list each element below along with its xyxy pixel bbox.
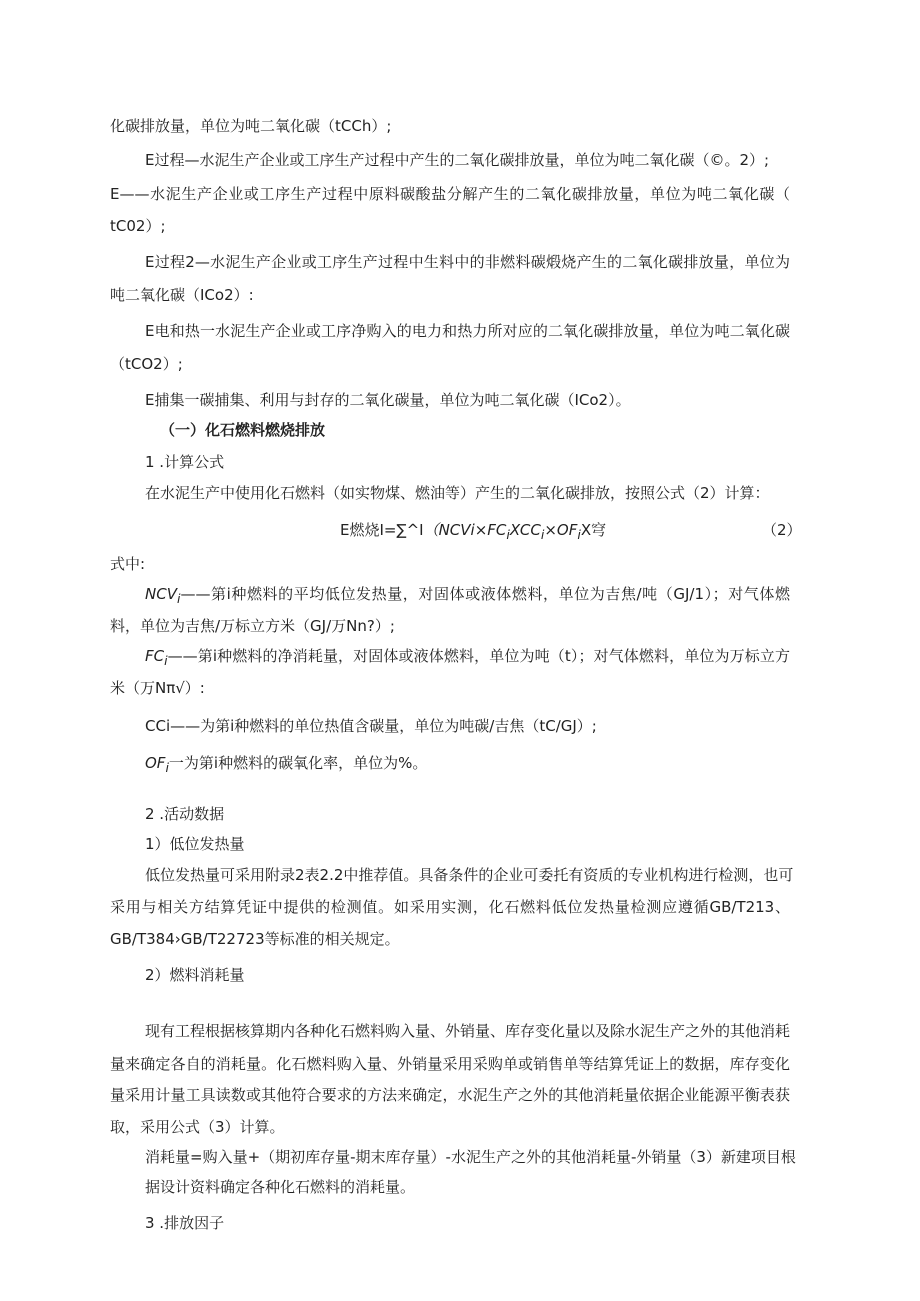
- definition-fc: [145, 646, 790, 671]
- symbol: OF: [145, 754, 166, 772]
- text-line: 化碳排放量，单位为吨二氧化碳（tCCh）;: [110, 117, 392, 135]
- text-line: 现有工程根据核算期内各种化石燃料购入量、外销量、库存变化量以及除水泥生产之外的其他消耗: [145, 1022, 791, 1040]
- symbol-subscript: i: [164, 653, 168, 668]
- text-line: 取，采用公式（3）计算。: [110, 1118, 285, 1136]
- text-line: 采用与相关方结算凭证中提供的检测值。如采用实测，化石燃料低位发热量检测应遵循GB/T213、: [110, 898, 790, 916]
- formula-term: （NCVi×FC: [423, 521, 507, 539]
- text-line: GB/T384›GB/T22723等标准的相关规定。: [110, 930, 400, 948]
- text-line: E过程2—水泥生产企业或工序生产过程中生料中的非燃料碳煅烧产生的二氧化碳排放量，单位为: [145, 253, 790, 271]
- subsection-heading: 1 .计算公式: [145, 453, 225, 471]
- text-line: 式中:: [110, 555, 146, 573]
- formula-number: （2）: [762, 521, 802, 539]
- formula-subscript: i: [540, 527, 545, 542]
- symbol-subscript: i: [165, 760, 169, 775]
- formula-subscript: i: [506, 527, 510, 542]
- definition-text: 一为第i种燃料的碳氧化率，单位为%。: [168, 754, 428, 772]
- formula-term: XCC: [509, 521, 541, 539]
- text-line: 据设计资料确定各种化石燃料的消耗量。: [145, 1178, 416, 1196]
- text-line: 吨二氧化碳（ICo2）:: [110, 286, 254, 304]
- subsection-heading: 2）燃料消耗量: [145, 966, 245, 984]
- formula-term: ×OF: [544, 521, 578, 539]
- definition-text: ——第i种燃料的净消耗量，对固体或液体燃料，单位为吨（t）；对气体燃料，单位为万标立方: [167, 647, 790, 665]
- subsection-heading: 2 .活动数据: [145, 805, 225, 823]
- symbol: FC: [145, 647, 165, 665]
- definition-of: [145, 753, 427, 778]
- definition-ncv: [145, 584, 790, 609]
- text-line: 低位发热量可采用附录2表2.2中推荐值。具备条件的企业可委托有资质的专业机构进行检测，也可: [145, 866, 794, 884]
- formula-term: X穹: [580, 521, 607, 539]
- formula-subscript: i: [577, 527, 581, 542]
- text-line: 料，单位为吉焦/万标立方米（GJ/万Nn?）;: [110, 617, 395, 635]
- text-line: E——水泥生产企业或工序生产过程中原料碳酸盐分解产生的二氧化碳排放量，单位为吨二氧化碳（: [110, 185, 790, 203]
- text-line: E过程—水泥生产企业或工序生产过程中产生的二氧化碳排放量，单位为吨二氧化碳（©。2）;: [145, 151, 770, 169]
- text-line: E电和热一水泥生产企业或工序净购入的电力和热力所对应的二氧化碳排放量，单位为吨二氧化碳: [145, 322, 790, 340]
- text-line: 量采用计量工具读数或其他符合要求的方法来确定，水泥生产之外的其他消耗量依据企业能源平衡表获: [110, 1086, 790, 1104]
- subsection-heading: 3 .排放因子: [145, 1214, 225, 1232]
- formula-lhs: E燃烧I=∑^I: [340, 521, 424, 539]
- text-line: 量来确定各自的消耗量。化石燃料购入量、外销量采用采购单或销售单等结算凭证上的数据，库存变化: [110, 1055, 790, 1073]
- definition-text: ——第i种燃料的平均低位发热量，对固体或液体燃料，单位为吉焦/吨（GJ/1）；对气体燃: [180, 585, 790, 603]
- text-line: （tCO2）;: [110, 355, 183, 373]
- symbol: NCV: [145, 585, 177, 603]
- definition-cc: CCi——为第i种燃料的单位热值含碳量，单位为吨碳/吉焦（tC∕GJ）;: [145, 717, 597, 735]
- text-line: 消耗量=购入量+（期初库存量-期末库存量）-水泥生产之外的其他消耗量-外销量（3）新建项目根: [145, 1148, 796, 1166]
- text-line: 在水泥生产中使用化石燃料（如实物煤、燃油等）产生的二氧化碳排放，按照公式（2）计算：: [145, 484, 770, 502]
- symbol-subscript: i: [176, 591, 181, 606]
- text-line: 米（万Nπ√）:: [110, 679, 205, 697]
- section-heading: （一）化石燃料燃烧排放: [160, 421, 326, 439]
- subsection-heading: 1）低位发热量: [145, 835, 245, 853]
- text-line: tC02）;: [110, 217, 166, 235]
- formula-2: [340, 520, 606, 545]
- text-line: E捕集一碳捕集、利用与封存的二氧化碳量，单位为吨二氧化碳（ICo2）。: [145, 391, 631, 409]
